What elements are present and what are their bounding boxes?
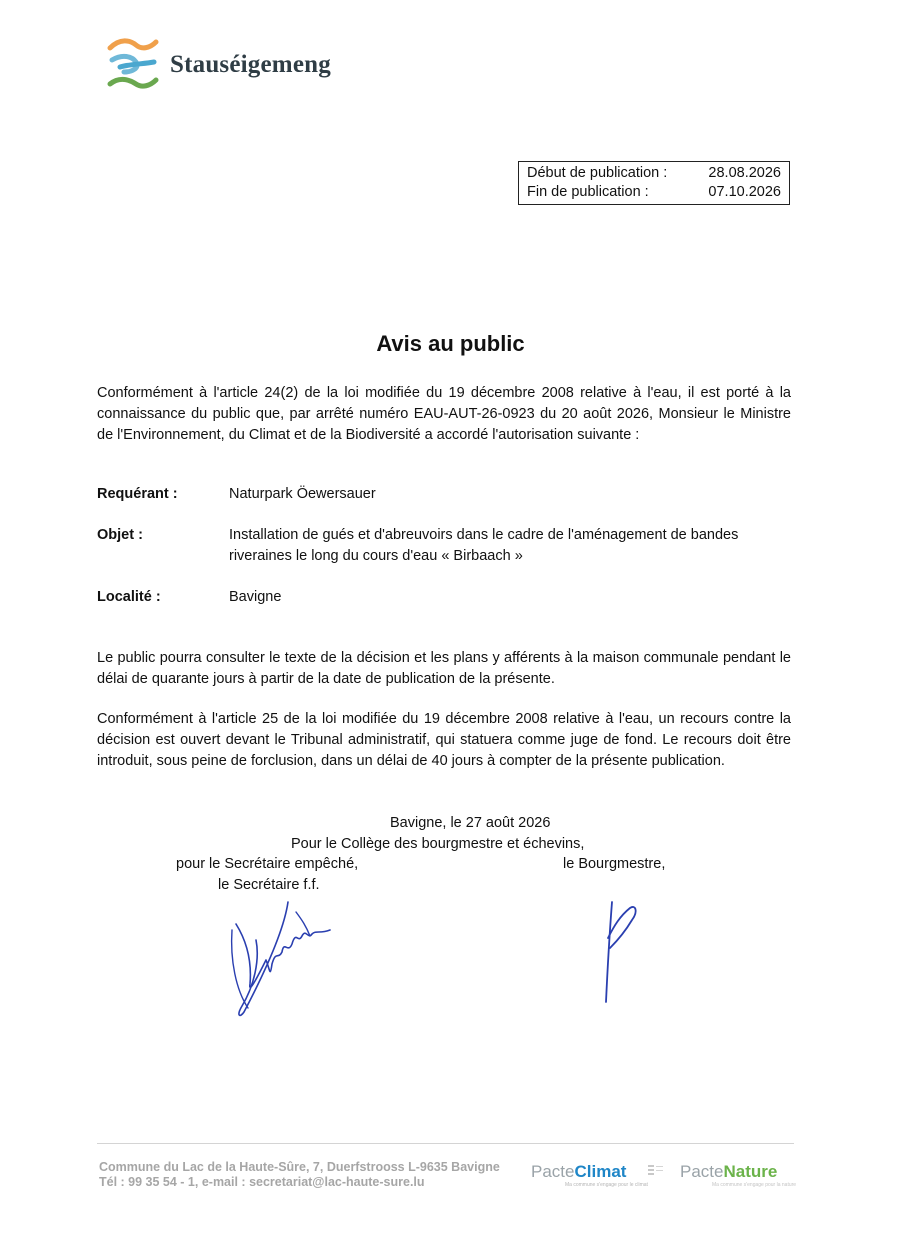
pacte-climat-logo [531,1162,626,1182]
publication-end-label: Fin de publication : [527,184,649,200]
publication-start-date: 28.08.2026 [708,165,781,181]
pacte-climat-prefix: Pacte [531,1162,575,1181]
pacte-nature-bold: Nature [723,1162,778,1181]
recours-paragraph: Conformément à l'article 25 de la loi modifiée du 19 décembre 2008 relative à l'eau, un recours contre la décision est ouvert devant le Tribunal administratif, qui statuera comme juge de fond. Le recours doit être introduit, sous peine de forclusion, dans un délai de 40 jours à compter de la présente publication. [97,711,791,769]
objet-value: Installation de gués et d'abreuvoirs dans le cadre de l'aménagement de bandes riveraines le long du cours d'eau « Birbaach » [229,527,739,564]
pacte-climat-badge-icon [648,1164,664,1176]
pacte-climat-bold: Climat [574,1162,627,1181]
pacte-nature-prefix: Pacte [680,1162,724,1181]
requerant-value: Naturpark Öewersauer [229,486,376,502]
objet-label: Objet : [97,527,143,543]
localite-label: Localité : [97,589,161,605]
consultation-paragraph: Le public pourra consulter le texte de la décision et les plans y afférents à la maison communale pendant le délai de quarante jours à partir de la date de publication de la présente. [97,650,791,687]
logo-text: Stauséigemeng [170,51,331,78]
pacte-nature-tagline: Ma commune s'engage pour la nature [712,1182,797,1188]
secretary-signature [226,900,338,1018]
logo-icon [106,36,160,92]
pacte-nature-logo [680,1162,777,1182]
pacte-climat-tagline: Ma commune s'engage pour le climat [565,1182,648,1188]
publication-end-date: 07.10.2026 [708,184,781,200]
footer-address-line2: Tél : 99 35 54 - 1, e-mail : secretariat@lac-haute-sure.lu [99,1175,425,1189]
mayor-line: le Bourgmestre, [563,856,666,872]
publication-start-row [527,164,781,183]
publication-dates-box [518,161,790,205]
secretary-line1: pour le Secrétaire empêché, [176,856,359,872]
college-line: Pour le Collège des bourgmestre et échevins, [291,836,585,852]
requerant-label: Requérant : [97,486,178,502]
publication-start-label: Début de publication : [527,165,668,181]
publication-end-row [527,183,781,202]
place-date: Bavigne, le 27 août 2026 [390,815,551,831]
footer-address [99,1160,500,1190]
footer-divider [97,1143,794,1144]
intro-paragraph: Conformément à l'article 24(2) de la loi modifiée du 19 décembre 2008 relative à l'eau, il est porté à la connaissance du public que, par arrêté numéro EAU-AUT-26-0923 du 20 août 2026, Monsieur le Ministre de l'Environnement, du Climat et de la Biodiversité a accordé l'autorisation suivante : [97,385,791,443]
footer-address-line1: Commune du Lac de la Haute-Sûre, 7, Duerfstrooss L-9635 Bavigne [99,1160,500,1174]
secretary-line2: le Secrétaire f.f. [218,877,320,893]
mayor-signature [596,898,642,1006]
localite-value: Bavigne [229,589,282,605]
page-title: Avis au public [376,331,525,356]
